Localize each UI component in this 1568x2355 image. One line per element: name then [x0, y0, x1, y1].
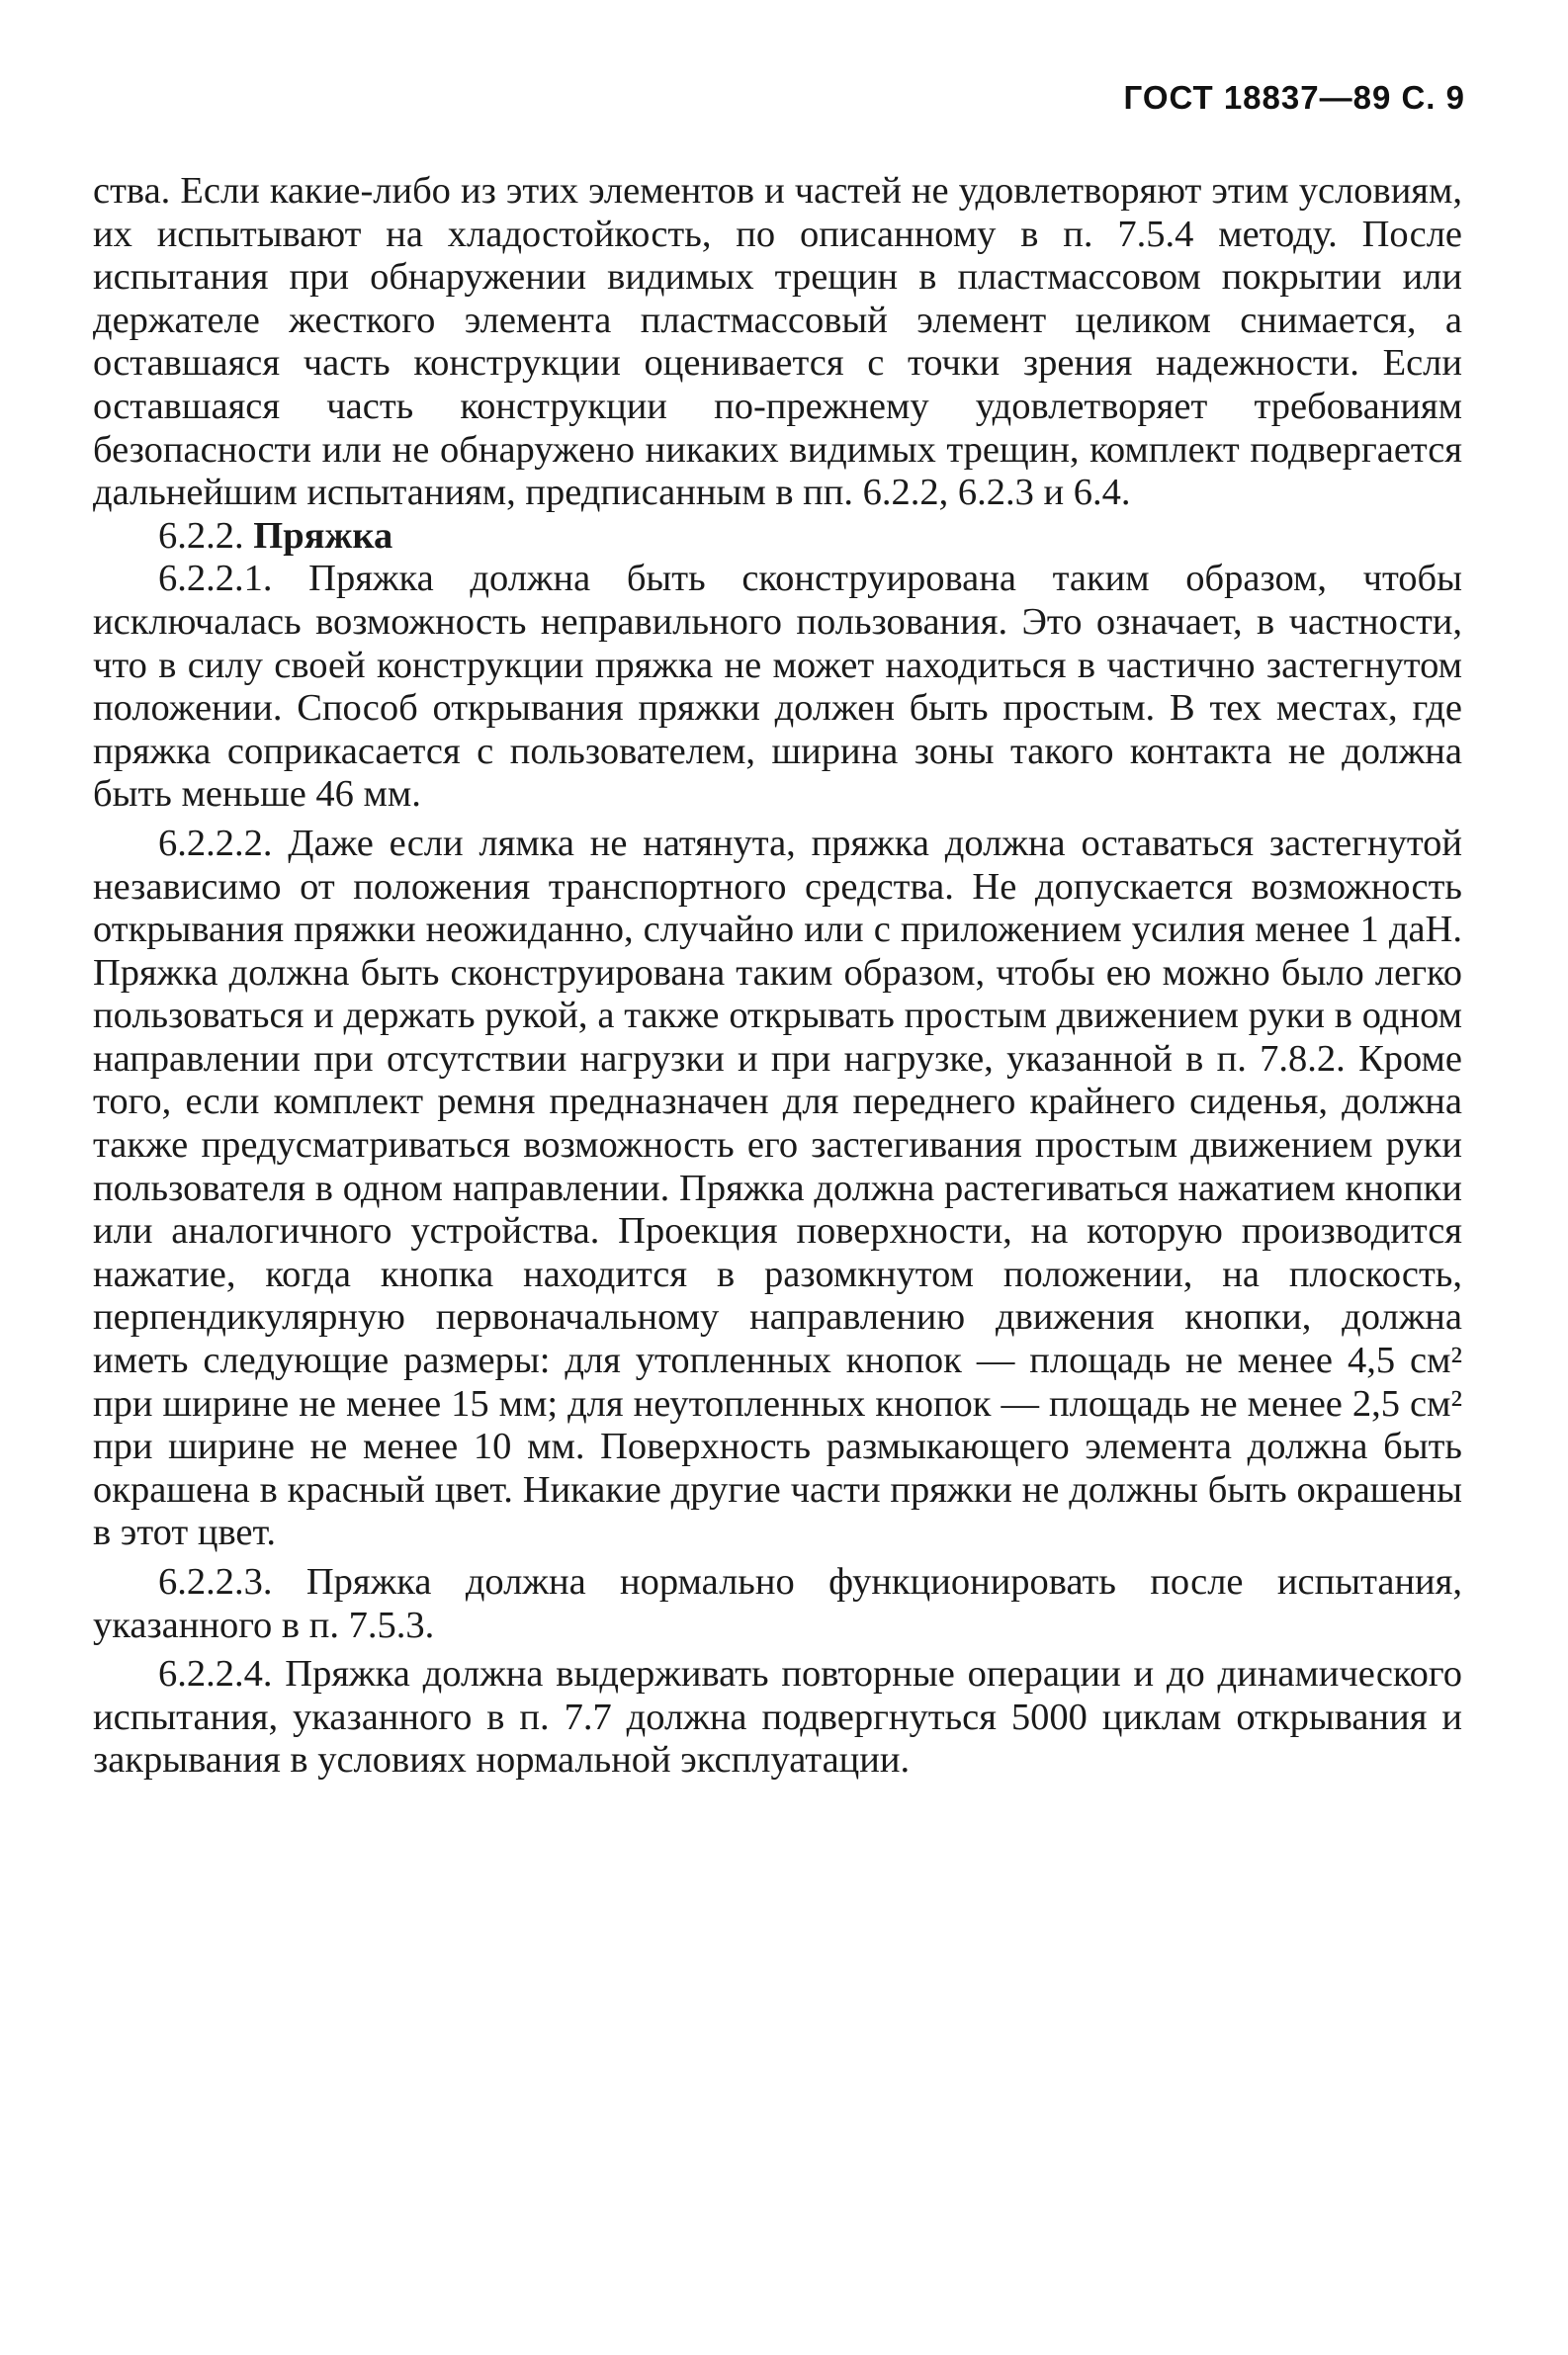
paragraph-continuation: ства. Если какие-либо из этих элементов и частей не удовлетворяют этим условиям, их испытывают на хладостойкость, по описанному в п. 7.5.4 методу. После испытания при обнаружении видимых трещин в пластмассовом покрытии или держателе жесткого элемента пластмассовый элемент целиком снимается, а оставшаяся часть конструкции оценивается с точки зрения надежности. Если оставшаяся часть конструкции по-прежнему удовлетворяет требованиям безопасности или не обнаружено никаких видимых трещин, комплект подвергается дальнейшим испытаниям, предписанным в пп. 6.2.2, 6.2.3 и 6.4. — [93, 170, 1462, 514]
paragraph-6-2-2-1: 6.2.2.1. Пряжка должна быть сконструирована таким образом, чтобы исключалась возможность неправильного пользования. Это означает, в частности, что в силу своей конструкции пряжка не может находиться в частично застегнутом положении. Способ открывания пряжки должен быть простым. В тех местах, где пряжка соприкасается с пользователем, ширина зоны такого контакта не должна быть меньше 46 мм. — [93, 558, 1462, 816]
section-number: 6.2.2. — [158, 514, 244, 557]
section-heading-6-2-2 — [93, 515, 1462, 559]
page-header: ГОСТ 18837—89 С. 9 — [1123, 79, 1465, 116]
paragraph-6-2-2-4: 6.2.2.4. Пряжка должна выдерживать повторные операции и до динамического испытания, указанного в п. 7.7 должна подвергнуться 5000 циклам открывания и закрывания в условиях нормальной эксплуатации. — [93, 1653, 1462, 1782]
paragraph-6-2-2-2: 6.2.2.2. Даже если лямка не натянута, пряжка должна оставаться застегнутой независимо от положения транспортного средства. Не допускается возможность открывания пряжки неожиданно, случайно или с приложением усилия менее 1 даН. Пряжка должна быть сконструирована таким образом, чтобы ею можно было легко пользоваться и держать рукой, а также открывать простым движением руки в одном направлении при отсутствии нагрузки и при нагрузке, указанной в п. 7.8.2. Кроме того, если комплект ремня предназначен для переднего крайнего сиденья, должна также предусматриваться возможность его застегивания простым движением руки пользователя в одном направлении. Пряжка должна растегиваться нажатием кнопки или аналогичного устройства. Проекция поверхности, на которую производится нажатие, когда кнопка находится в разомкнутом положении, на плоскость, перпендикулярную первоначальному направлению движения кнопки, должна иметь следующие размеры: для утопленных кнопок — площадь не менее 4,5 см² при ширине не менее 15 мм; для неутопленных кнопок — площадь не менее 2,5 см² при ширине не менее 10 мм. Поверхность размыкающего элемента должна быть окрашена в красный цвет. Никакие другие части пряжки не должны быть окрашены в этот цвет. — [93, 822, 1462, 1554]
paragraph-6-2-2-3: 6.2.2.3. Пряжка должна нормально функционировать после испытания, указанного в п. 7.5.3. — [93, 1561, 1462, 1646]
section-title: Пряжка — [253, 514, 393, 557]
body-text — [93, 170, 1462, 1783]
